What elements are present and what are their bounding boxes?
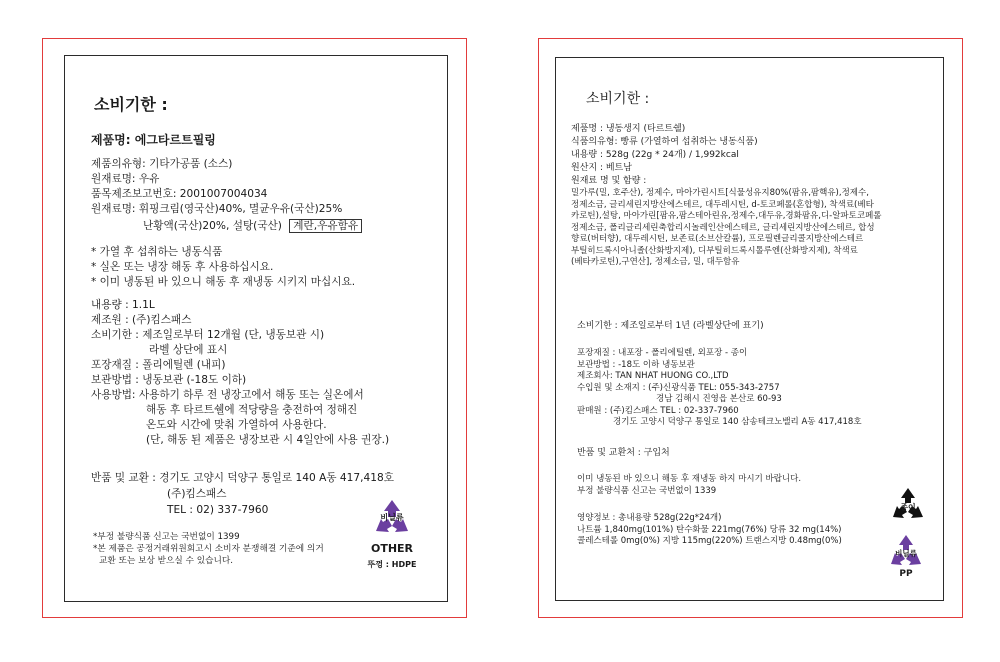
right-ingredient-line: 정제소금, 글리세린지방산에스테르, 대두레시틴, d-토코페롤(혼합형), 착색료(베타 (571, 199, 874, 210)
left-recycle-mark (362, 497, 422, 577)
left-detail: 라벨 상단에 표시 (149, 344, 228, 356)
right-paper-label: 종이 (900, 503, 916, 512)
left-info-line: 품목제조보고번호: 2001007004034 (91, 188, 268, 200)
left-info-line: 제품의유형: 기타가공품 (소스) (91, 158, 233, 170)
left-note: * 실온 또는 냉장 해동 후 사용하십시요. (91, 261, 274, 273)
right-detail: 포장재질 : 내포장 - 폴리에틸렌, 외포장 - 종이 (577, 348, 748, 358)
right-info-line: 식품의유형: 빵류 (가열하여 섭취하는 냉동식품) (571, 137, 758, 147)
left-returns (91, 470, 394, 518)
right-nutrition-line: 나트륨 1,840mg(101%) 탄수화물 221mg(76%) 당류 32 mg(14%) (577, 524, 842, 535)
right-heading: 소비기한 : (586, 91, 650, 107)
left-return-line: TEL : 02) 337-7960 (167, 504, 269, 516)
right-ingredient-line: (베타카로틴),구연산], 정제소금, 밀, 대두함유 (571, 257, 740, 267)
allergen-box: 계란,우유함유 (289, 219, 362, 233)
left-detail: 보관방법 : 냉동보관 (-18도 이하) (91, 374, 247, 386)
left-detail: 온도와 시간에 맞춰 가열하여 사용한다. (146, 419, 327, 431)
left-footnote: *부정 불량식품 신고는 국번없이 1399 (93, 532, 240, 542)
right-expiry: 소비기한 : 제조일로부터 1년 (라벨상단에 표기) (577, 321, 764, 331)
right-vinyl-type: PP (899, 569, 913, 579)
right-detail: 수입원 및 소재지 : (주)신광식품 TEL: 055-343-2757 (577, 382, 780, 393)
right-info-line: 원산지 : 베트남 (571, 163, 632, 173)
right-returns: 반품 및 교환처 : 구입처 (577, 448, 670, 458)
left-info-line: 원재료명: 휘핑크림(영국산)40%, 멸균우유(국산)25% (91, 203, 343, 215)
right-warning: 부정 불량식품 신고는 국번없이 1339 (577, 485, 717, 496)
left-detail: 제조원 : (주)킴스패스 (91, 314, 192, 326)
left-detail: 해동 후 타르트쉘에 적당량을 충전하여 정해진 (146, 404, 358, 416)
left-recycle-label: 비닐류 (380, 513, 404, 522)
right-warning: 이미 냉동된 바 있으니 해동 후 재냉동 하지 마시기 바랍니다. (577, 474, 802, 484)
left-note: * 가열 후 섭취하는 냉동식품 (91, 246, 223, 258)
right-detail: 보관방법 : -18도 이하 냉동보관 (577, 359, 695, 370)
right-detail: 제조회사: TAN NHAT HUONG CO.,LTD (577, 371, 729, 381)
left-detail: 소비기한 : 제조일로부터 12개월 (단, 냉동보관 시) (91, 329, 325, 341)
right-info-line: 원재료 명 및 함량 : (571, 176, 647, 186)
left-detail: (단, 해동 된 제품은 냉장보관 시 4일안에 사용 권장.) (146, 434, 390, 446)
right-info-line: 내용량 : 528g (22g * 24개) / 1,992kcal (571, 150, 739, 160)
right-detail: 판매원 : (주)킴스패스 TEL : 02-337-7960 (577, 405, 739, 416)
left-ingredient-continuation (143, 219, 362, 234)
right-ingredient-line: 향료(버터향), 대두레시틴, 보존료(소브산칼륨), 프로필렌글리콜지방산에스테르 (571, 234, 864, 244)
right-nutrition-line: 영양정보 : 총내용량 528g(22g*24개) (577, 513, 722, 523)
right-info-line: 제품명 : 냉동생지 (타르트쉘) (571, 124, 686, 134)
left-footnote: 교환 또는 보상 받으실 수 있습니다. (99, 556, 234, 566)
right-ingredient-line: 카로틴),설탕, 마아가린[팜유,팜스테아린유,정제수,대두유,경화팜유,디-알파토코페롤 (571, 211, 882, 221)
left-info-block (91, 157, 342, 217)
left-recycle-lid: 뚜껑 : HDPE (367, 560, 417, 569)
right-ingredient-line: 밀가루(밀, 호주산), 정제수, 마아가린시트[식물성유지80%(팜유,팜핵유),정제수, (571, 188, 869, 198)
left-footnotes (93, 531, 324, 567)
right-details (577, 348, 862, 429)
left-product-name: 제품명: 에그타르트필링 (91, 133, 216, 147)
left-details (91, 298, 389, 448)
left-notes (91, 245, 355, 290)
right-product-info (571, 123, 882, 269)
left-return-line: 반품 및 교환 : 경기도 고양시 덕양구 통일로 140 A동 417,418호 (91, 472, 394, 484)
right-ingredient-line: 부틸히드록시아니졸(산화방지제), 디부틸히드록시톨루엔(산화방지제), 착색료 (571, 245, 858, 256)
right-warnings (577, 474, 801, 497)
left-ingredient-cont-text: 난황액(국산)20%, 설탕(국산) (143, 220, 282, 232)
left-detail: 사용방법: 사용하기 하루 전 냉장고에서 해동 또는 실온에서 (91, 389, 364, 401)
left-note: * 이미 냉동된 바 있으니 해동 후 재냉동 시키지 마십시요. (91, 276, 356, 288)
right-paper-mark (886, 486, 930, 530)
left-heading: 소비기한 : (94, 95, 168, 114)
left-return-line: (주)킴스패스 (167, 488, 227, 500)
left-recycle-type: OTHER (370, 542, 414, 555)
right-vinyl-label: 비닐류 (895, 549, 917, 558)
left-info-line: 원재료명: 우유 (91, 173, 160, 185)
left-footnote: *본 제품은 공정거래위원회고시 소비자 분쟁해결 기준에 의거 (93, 544, 324, 554)
right-ingredient-line: 정제소금, 폴리글리세린축합리시놀레인산에스테르, 글리세린지방산에스테르, 합성 (571, 222, 875, 233)
left-detail: 내용량 : 1.1L (91, 299, 155, 311)
left-detail: 포장재질 : 폴리에틸렌 (내피) (91, 359, 226, 371)
right-nutrition-line: 콜레스테롤 0mg(0%) 지방 115mg(220%) 트랜스지방 0.48mg(0%) (577, 536, 842, 546)
right-detail: 경기도 고양시 덕양구 통일로 140 삼송테크노밸리 A동 417,418호 (613, 417, 862, 427)
right-nutrition (577, 513, 842, 548)
right-detail: 경남 김해시 진영읍 본산로 60-93 (656, 394, 782, 404)
right-vinyl-mark (884, 533, 928, 583)
